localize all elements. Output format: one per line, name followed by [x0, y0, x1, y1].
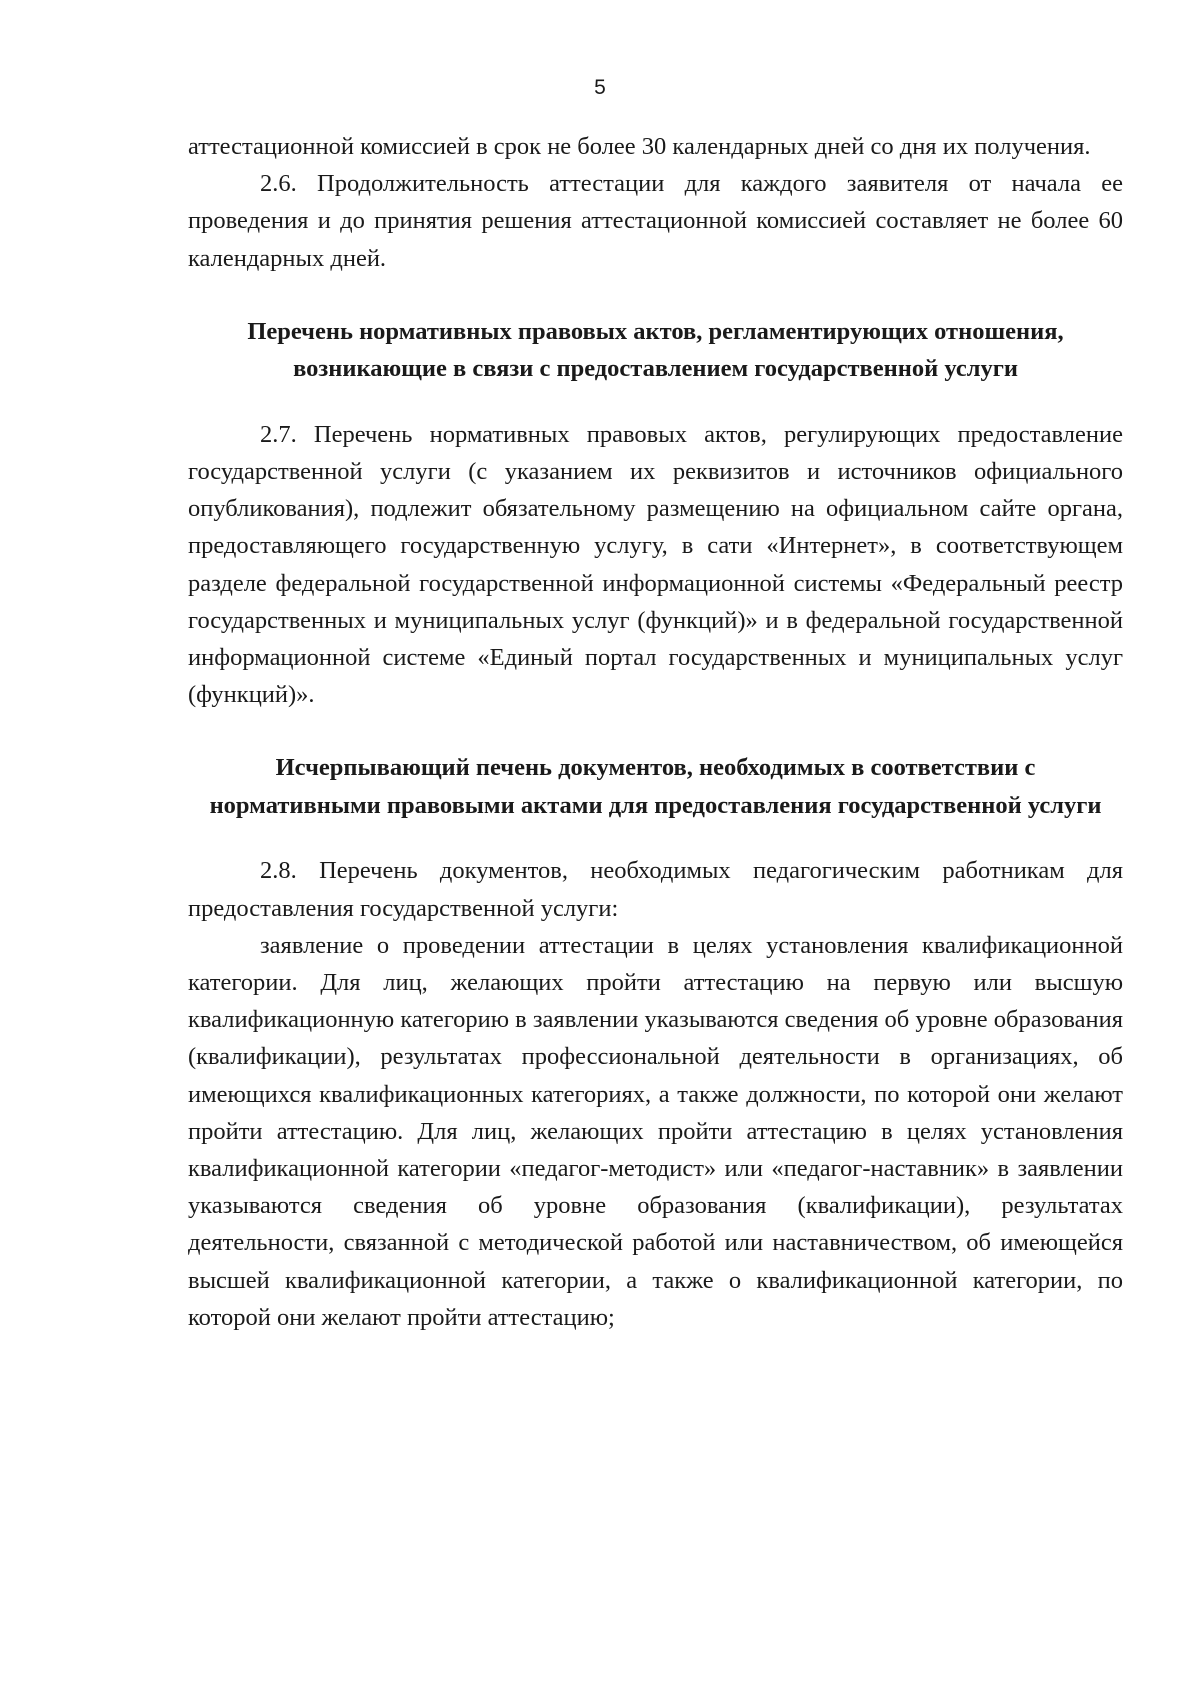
page-number: 5 — [594, 76, 606, 99]
section-heading-legal-acts: Перечень нормативных правовых актов, регламентирующих отношения, возникающие в связи с предоставлением государственной услуги — [247, 317, 1064, 383]
paragraph-continuation: аттестационной комиссией в срок не более 30 календарных дней со дня их получения. — [188, 133, 1091, 160]
spacer — [188, 824, 1123, 852]
paragraph-2-6: 2.6. Продолжительность аттестации для каждого заявителя от начала ее проведения и до принятия решения аттестационной комиссией составляет не более 60 календарных дней. — [188, 170, 1123, 272]
section-heading-documents: Исчерпывающий печень документов, необходимых в соответствии с нормативными правовыми актами для предоставления государственной услуги — [209, 754, 1102, 819]
spacer — [188, 277, 1123, 313]
paragraph-2-7: 2.7. Перечень нормативных правовых актов, регулирующих предоставление государственной услуги (с указанием их реквизитов и источников официального опубликования), подлежит обязательному размещению на официальном сайте органа, предоставляющего государственную услугу, в сати «Интернет», в соответствующем разделе федеральной государственной информационной системы «Федеральный реестр государственных и муниципальных услуг (функций)» и в федеральной государственной информационной системе «Единый портал государственных и муниципальных услуг (функций)». — [188, 420, 1123, 709]
spacer — [188, 388, 1123, 416]
document-body — [188, 128, 1123, 1336]
paragraph-application: заявление о проведении аттестации в целях установления квалификационной категории. Для лиц, желающих пройти аттестацию на первую или высшую квалификационную категорию в заявлении указываются сведения об уровне образования (квалификации), результатах профессиональной деятельности в организациях, об имеющихся квалификационных категориях, а также должности, по которой они желают пройти аттестацию. Для лиц, желающих пройти аттестацию в целях установления квалификационной категории «педагог-методист» или «педагог-наставник» в заявлении указываются сведения об уровне образования (квалификации), результатах деятельности, связанной с методической работой или наставничеством, об имеющейся высшей квалификационной категории, а также о квалификационной категории, по которой они желают пройти аттестацию; — [188, 931, 1123, 1331]
paragraph-2-8: 2.8. Перечень документов, необходимых педагогическим работникам для предоставления государственной услуги: — [188, 857, 1123, 922]
spacer — [188, 713, 1123, 749]
